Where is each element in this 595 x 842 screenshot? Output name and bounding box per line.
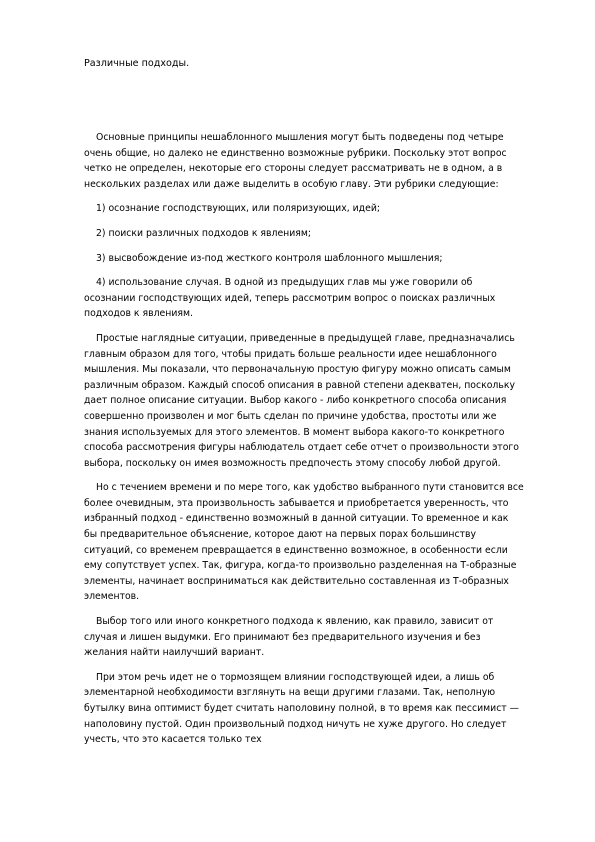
list-item-4: 4) использование случая. В одной из предыдущих глав мы уже говорили об осознании господствующих идей, теперь рассмотрим вопрос о поисках различных подходов к явлениям.: [84, 277, 496, 320]
paragraph-over-time: Но с течением времени и по мере того, как удобство выбранного пути становится все более очевидным, эта произвольность забывается и приобретается уверенность, что избранный подход - единственно возможный в данной ситуации. То временное и как бы предварительное объяснение, которое дают на первых порах большинству ситуаций, со временем превращается в единственно возможное, в особенности если ему сопутствует успех. Так, фигура, когда-то произвольно разделенная на Т-образные элементы, начинает восприниматься как действительно составленная из Т-образных элементов.: [84, 482, 524, 603]
document-body: [84, 130, 524, 757]
list-item-1: 1) осознание господствующих, или поляризующих, идей;: [96, 203, 380, 215]
paragraph-intro: Основные принципы нешаблонного мышления могут быть подведены под четыре очень общие, но далеко не единственно возможные рубрики. Поскольку этот вопрос четко не определен, некоторые его стороны следует рассматривать не в одном, а в нескольких разделах или даже выделить в особую главу. Эти рубрики следующие:: [84, 132, 507, 190]
paragraph-simple-situations: Простые наглядные ситуации, приведенные в предыдущей главе, предназначались главным образом для того, чтобы придать больше реальности идее нешаблонного мышления. Мы показали, что первоначальную простую фигуру можно описать самым различным образом. Каждый способ описания в равной степени адекватен, поскольку дает полное описание ситуации. Выбор какого - либо конкретного способа описания совершенно произволен и мог быть сделан по причине удобства, простоты или же знания используемых для этого элементов. В момент выбора какого-то конкретного способа рассмотрения фигуры наблюдатель отдает себе отчет о произвольности этого выбора, поскольку он имея возможность предпочесть этому способу любой другой.: [84, 332, 519, 469]
section-heading: Различные подходы.: [84, 58, 190, 69]
paragraph-choice: Выбор того или иного конкретного подхода к явлению, как правило, зависит от случая и лишен выдумки. Его принимают без предварительного изучения и без желания найти наилучший вариант.: [84, 616, 494, 659]
paragraph-bottle: При этом речь идет не о тормозящем влиянии господствующей идеи, а лишь об элементарной необходимости взглянуть на вещи другими глазами. Так, неполную бутылку вина оптимист будет считать наполовину полной, в то время как пессимист — наполовину пустой. Один произвольный подход ничуть не хуже другого. Но следует учесть, что это касается только тех: [84, 671, 519, 746]
list-item-2: 2) поиски различных подходов к явлениям;: [96, 227, 312, 239]
list-item-3: 3) высвобождение из-под жесткого контроля шаблонного мышления;: [96, 252, 443, 264]
